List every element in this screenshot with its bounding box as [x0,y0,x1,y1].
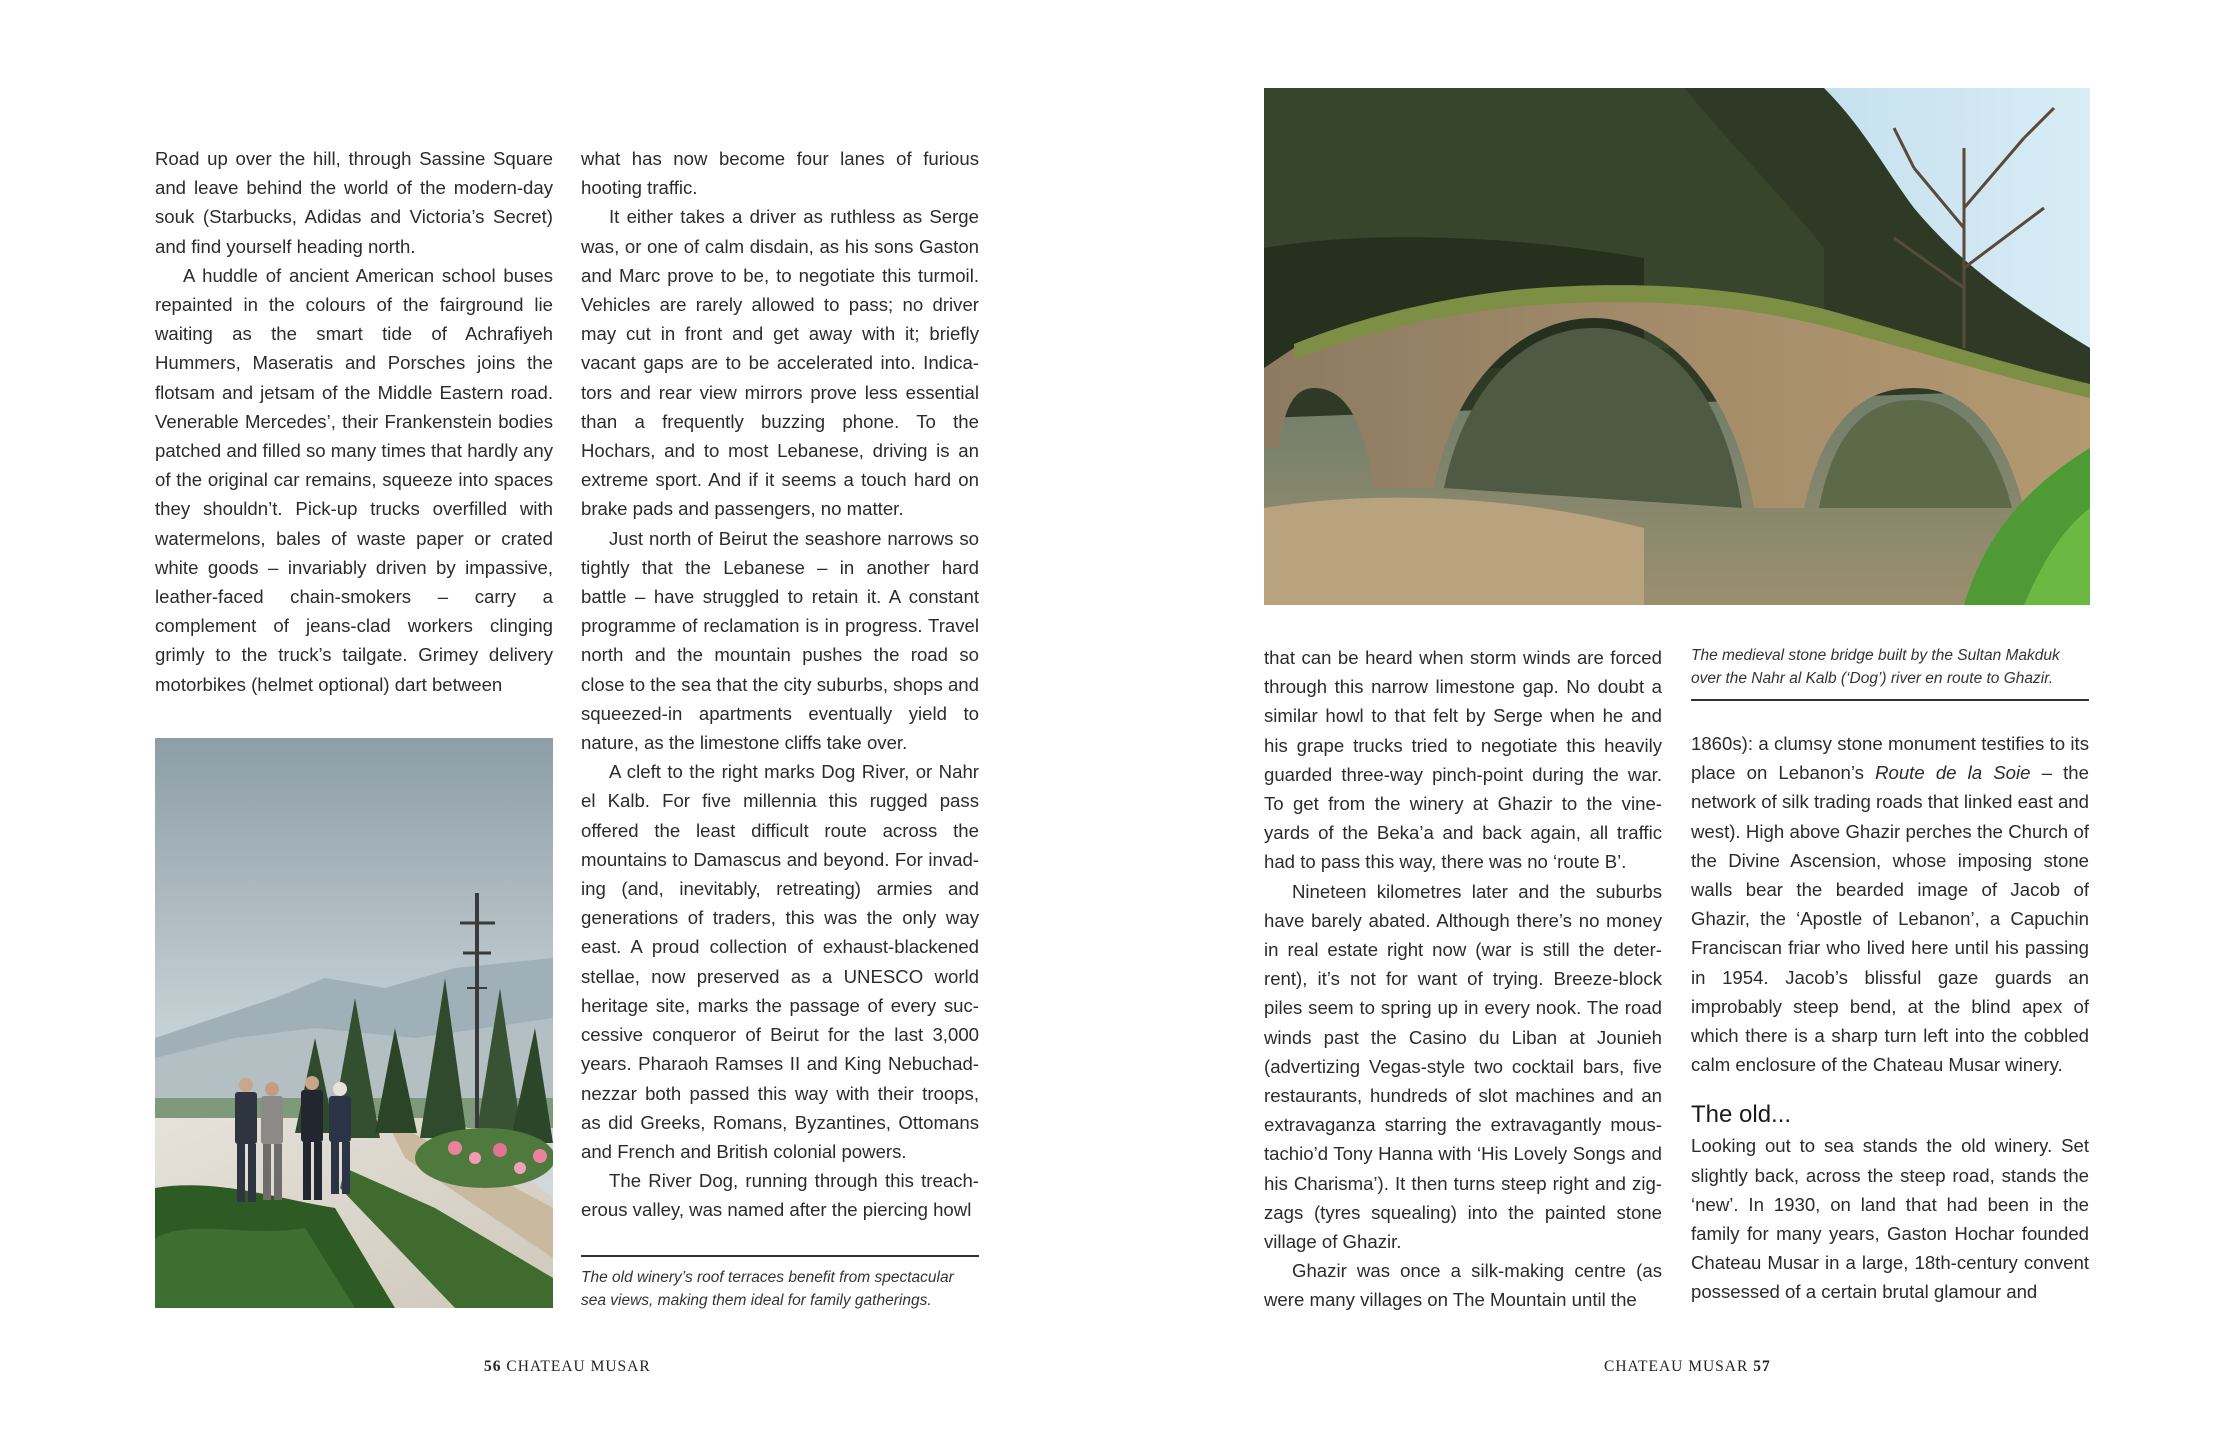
subheading: The old... [1691,1101,1792,1129]
right-caption-rule [1691,699,2089,701]
italic-term: Route de la Soie [1875,762,2031,784]
left-caption-rule [581,1255,979,1257]
bridge-photo [1264,88,2090,605]
paragraph: It either takes a driver as ruthless as Serge was, or one of calm disdain, as his sons Gaston and Marc prove to be, to negotiate this turmoil. Vehicles are rarely allowed to pass; no driver may cut in front and get away with it; briefly vacant gaps are to be accelerated into. Indicators and rear view mirrors prove less essential than a frequently buzzing phone. To the Hochars, and to most Lebanese, driving is an extreme sport. And if it seems a touch hard on brake pads and passengers, no matter. [581,206,979,520]
left-caption: The old winery’s roof terraces benefit from spectacular sea views, making them ideal for family gatherings. [581,1269,954,1309]
paragraph: The River Dog, running through this treacherous valley, was named after the piercing howl [581,1170,979,1221]
left-column-1 [155,144,553,699]
page-number: 57 [1753,1358,1771,1375]
paragraph: A cleft to the right marks Dog River, or Nahr el Kalb. For five millennia this rugged pass offered the least difficult route across the mountains to Damascus and beyond. For invading (and, inevitably, retreating) armies and generations of traders, this was the only way east. A proud collection of exhaust-blackened stellae, now preserved as a UNESCO world heritage site, marks the passage of every successive conqueror of Beirut for the last 3,000 years. Pharaoh Ramses II and King Nebuchadnezzar both passed this way with their troops, as did Greeks, Romans, Byzantines, Ottomans and French and British colonial powers. [581,761,979,1162]
paragraph: Road up over the hill, through Sassine Square and leave behind the world of the modern-day souk (Starbucks, Adidas and Victoria’s Secret) and find yourself heading north. [155,148,553,257]
left-column-2 [581,144,979,1225]
paragraph: what has now become four lanes of furious hooting traffic. [581,148,979,199]
left-folio [484,1358,651,1376]
right-column-1 [1264,643,1662,1315]
text-run: 1860s): a clumsy stone monument testifies to its place on Lebanon’s [1691,733,2089,784]
paragraph [1691,729,2089,1079]
paragraph: Looking out to sea stands the old winery. Set slightly back, across the steep road, stands the ‘new’. In 1930, on land that had been in the family for many years, Gaston Hochar founded Chateau Musar in a large, 18th-century convent possessed of a certain brutal glamour and [1691,1135,2089,1303]
text-run: – the network of silk trading roads that linked east and west). High above Ghazir perches the Church of the Divine Ascension, whose imposing stone walls bear the bearded image of Jacob of Ghazir, the ‘Apostle of Lebanon’, a Capuchin Franciscan friar who lived here until his passing in 1954. Jacob’s blissful gaze guards an improbably steep bend, at the blind apex of which there is a sharp turn left into the cobbled calm enclosure of the Chateau Musar winery. [1691,762,2089,1076]
running-title: CHATEAU MUSAR [1604,1358,1749,1375]
right-column-2 [1691,729,2089,1307]
running-title: CHATEAU MUSAR [506,1358,651,1375]
paragraph: Nineteen kilometres later and the suburbs have barely abated. Although there’s no money in real estate right now (war is still the deterrent), it’s not for want of trying. Breeze-block piles seem to spring up in every nook. The road winds past the Casino du Liban at Jounieh (advertizing Vegas-style two cocktail bars, five restaurants, hundreds of slot machines and an extravaganza starring the extravagantly moustachio’d Tony Hanna with ‘His Lovely Songs and his Charisma’). It then turns steep right and zig-zags (tyres squealing) into the painted stone village of Ghazir. [1264,880,1662,1253]
paragraph: A huddle of ancient American school buses repainted in the colours of the fairground lie waiting as the smart tide of Achrafiyeh Hummers, Maseratis and Porsches joins the flotsam and jetsam of the Middle Eastern road. Venerable Mercedes’, their Frankenstein bodies patched and filled so many times that hardly any of the original car remains, squeeze into spaces they shouldn’t. Pick-up trucks overfilled with watermelons, bales of waste paper or crated white goods – invariably driven by impassive, leather-faced chain-smokers – carry a complement of jeans-clad workers clinging grimly to the truck’s tailgate. Grimey delivery motorbikes (helmet optional) dart between [155,264,553,695]
terrace-photo [155,738,553,1308]
paragraph: Just north of Beirut the seashore narrows so tightly that the Lebanese – in another hard battle – have struggled to retain it. A constant programme of reclamation is in progress. Travel north and the mountain pushes the road so close to the sea that the city suburbs, shops and squeezed-in apartments eventually yield to nature, as the limestone cliffs take over. [581,527,979,754]
page-number: 56 [484,1358,502,1375]
paragraph: that can be heard when storm winds are forced through this narrow limestone gap. No doubt a similar howl to that felt by Serge when he and his grape trucks tried to negotiate this heavily guarded three-way pinch-point during the war. To get from the winery at Ghazir to the vineyards of the Beka’a and back again, all traffic had to pass this way, there was no ‘route B’. [1264,647,1662,873]
right-folio [1604,1358,1771,1376]
right-caption: The medieval stone bridge built by the Sultan Makduk over the Nahr al Kalb (‘Dog’) river en route to Ghazir. [1691,647,2060,687]
paragraph: Ghazir was once a silk-making centre (as were many villages on The Mountain until the [1264,1260,1662,1311]
